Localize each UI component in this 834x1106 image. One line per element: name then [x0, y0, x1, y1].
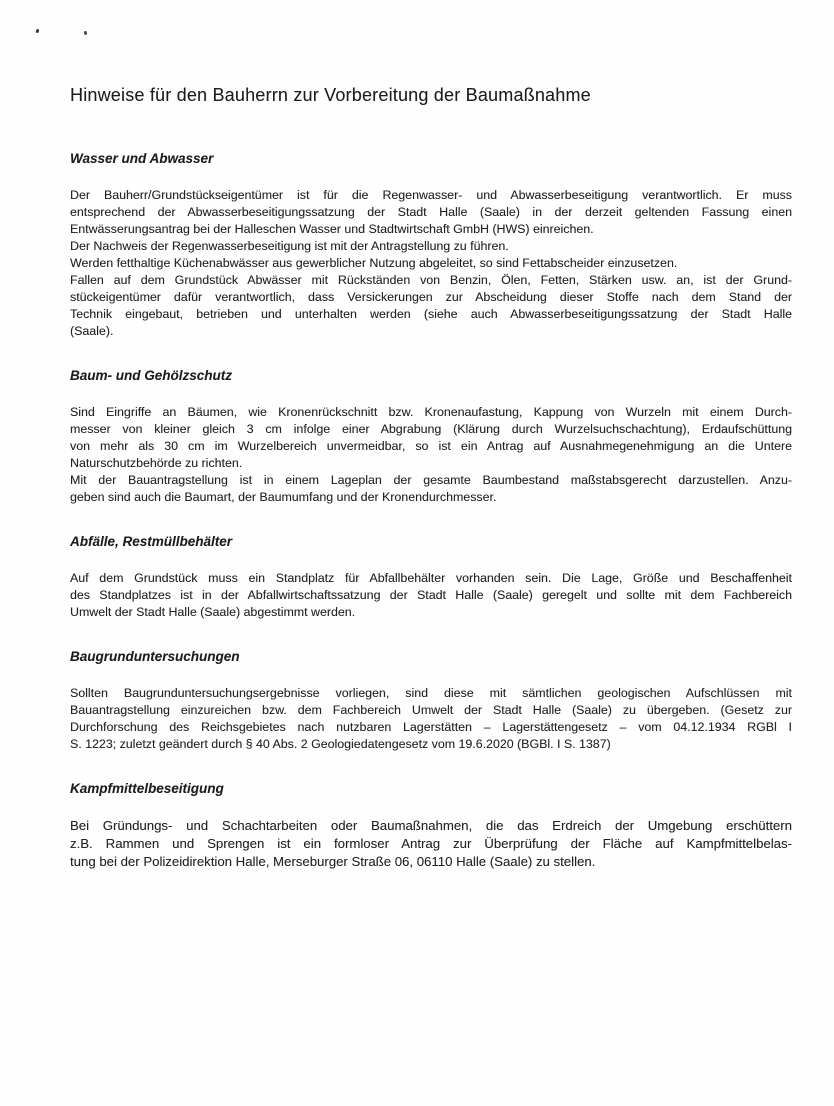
text-line: geben sind auch die Baumart, der Baumumfang und der Kronendurchmesser.: [70, 490, 497, 504]
section-wasser-und-abwasser: [70, 151, 792, 340]
page-title: Hinweise für den Bauherrn zur Vorbereitung der Baumaßnahme: [70, 85, 591, 105]
section-abfaelle-restmuellbehaelter: [70, 534, 792, 621]
text-line: S. 1223; zuletzt geändert durch § 40 Abs. 2 Geologiedatengesetz vom 19.6.2020 (BGBl. I S. 1387): [70, 737, 611, 751]
text-line: Der Bauherr/Grundstückseigentümer ist für die Regenwasser- und Abwasserbeseitigung verantwortlich. Er muss: [70, 188, 792, 202]
text-line: Umwelt der Stadt Halle (Saale) abgestimmt werden.: [70, 605, 356, 619]
section-heading-abfaelle-restmuellbehaelter: Abfälle, Restmüllbehälter: [70, 534, 233, 549]
paragraph: [70, 685, 792, 753]
text-line: Technik eingebaut, betrieben und unterhalten werden (siehe auch Abwasserbeseitigungssatzung der Stadt Halle: [70, 307, 792, 321]
paragraph: [70, 404, 792, 472]
text-line: entsprechend der Abwasserbeseitigungssatzung der Stadt Halle (Saale) in der derzeit geltenden Fassung einen: [70, 205, 792, 219]
text-line: Entwässerungsantrag bei der Halleschen Wasser und Stadtwirtschaft GmbH (HWS) einreichen.: [70, 222, 594, 236]
text-line: Der Nachweis der Regenwasserbeseitigung ist mit der Antragstellung zu führen.: [70, 239, 509, 253]
section-heading-kampfmittelbeseitigung: Kampfmittelbeseitigung: [70, 781, 224, 796]
section-kampfmittelbeseitigung: [70, 781, 792, 871]
text-line: des Standplatzes ist in der Abfallwirtschaftssatzung der Stadt Halle (Saale) geregelt und sollte mit dem Fachbereich: [70, 588, 792, 602]
paragraph: [70, 187, 792, 238]
text-line: messer von kleiner gleich 3 cm infolge einer Abgrabung (Klärung durch Wurzelsuchschachtung), Erdaufschüttung: [70, 422, 792, 436]
text-line: (Saale).: [70, 324, 114, 338]
document-content: [70, 84, 792, 871]
text-line: tung bei der Polizeidirektion Halle, Merseburger Straße 06, 06110 Halle (Saale) zu stellen.: [70, 854, 596, 869]
section-heading-baum-und-gehoelzschutz: Baum- und Gehölzschutz: [70, 368, 232, 383]
text-line: Durchforschung des Reichsgebietes nach nutzbaren Lagerstätten – Lagerstättengesetz – vom 04.12.1934 RGBl I: [70, 720, 792, 734]
text-line: Werden fetthaltige Küchenabwässer aus gewerblicher Nutzung abgeleitet, so sind Fettabscheider einzusetzen.: [70, 256, 678, 270]
text-line: Mit der Bauantragstellung ist in einem Lageplan der gesamte Baumbestand maßstabsgerecht darzustellen. Anzu-: [70, 473, 792, 487]
text-line: Fallen auf dem Grundstück Abwässer mit Rückständen von Benzin, Ölen, Fetten, Stärken usw. an, ist der Grund-: [70, 273, 792, 287]
section-baugrunduntersuchungen: [70, 649, 792, 753]
text-line: Bauantragstellung einzureichen bzw. dem Fachbereich Umwelt der Stadt Halle (Saale) zu übergeben. (Gesetz zur: [70, 703, 792, 717]
section-heading-wasser-und-abwasser: Wasser und Abwasser: [70, 151, 214, 166]
text-line: Naturschutzbehörde zu richten.: [70, 456, 243, 470]
text-line: Sollten Baugrunduntersuchungsergebnisse vorliegen, sind diese mit sämtlichen geologischen Aufschlüssen mit: [70, 686, 792, 700]
paragraph: [70, 272, 792, 340]
text-line: Auf dem Grundstück muss ein Standplatz für Abfallbehälter vorhanden sein. Die Lage, Größe und Beschaffenheit: [70, 571, 792, 585]
text-line: von mehr als 30 cm im Wurzelbereich unvermeidbar, so ist ein Antrag auf Ausnahmegenehmigung an die Untere: [70, 439, 792, 453]
scan-speck-1: [36, 29, 40, 34]
text-line: stückeigentümer dafür verantwortlich, dass Versickerungen zur Abscheidung dieser Stoffe nach dem Stand der: [70, 290, 792, 304]
section-heading-baugrunduntersuchungen: Baugrunduntersuchungen: [70, 649, 240, 664]
text-line: Sind Eingriffe an Bäumen, wie Kronenrückschnitt bzw. Kronenaufastung, Kappung von Wurzeln mit einem Durch-: [70, 405, 792, 419]
text-line: Bei Gründungs- und Schachtarbeiten oder Baumaßnahmen, die das Erdreich der Umgebung erschüttern: [70, 818, 792, 833]
paragraph: [70, 472, 792, 506]
paragraph: [70, 570, 792, 621]
text-line: z.B. Rammen und Sprengen ist ein formloser Antrag zur Überprüfung der Fläche auf Kampfmittelbelas-: [70, 836, 792, 851]
paragraph: [70, 255, 792, 272]
paragraph: [70, 238, 792, 255]
section-baum-und-gehoelzschutz: [70, 368, 792, 506]
scan-speck-2: [84, 31, 88, 36]
paragraph: [70, 817, 792, 871]
